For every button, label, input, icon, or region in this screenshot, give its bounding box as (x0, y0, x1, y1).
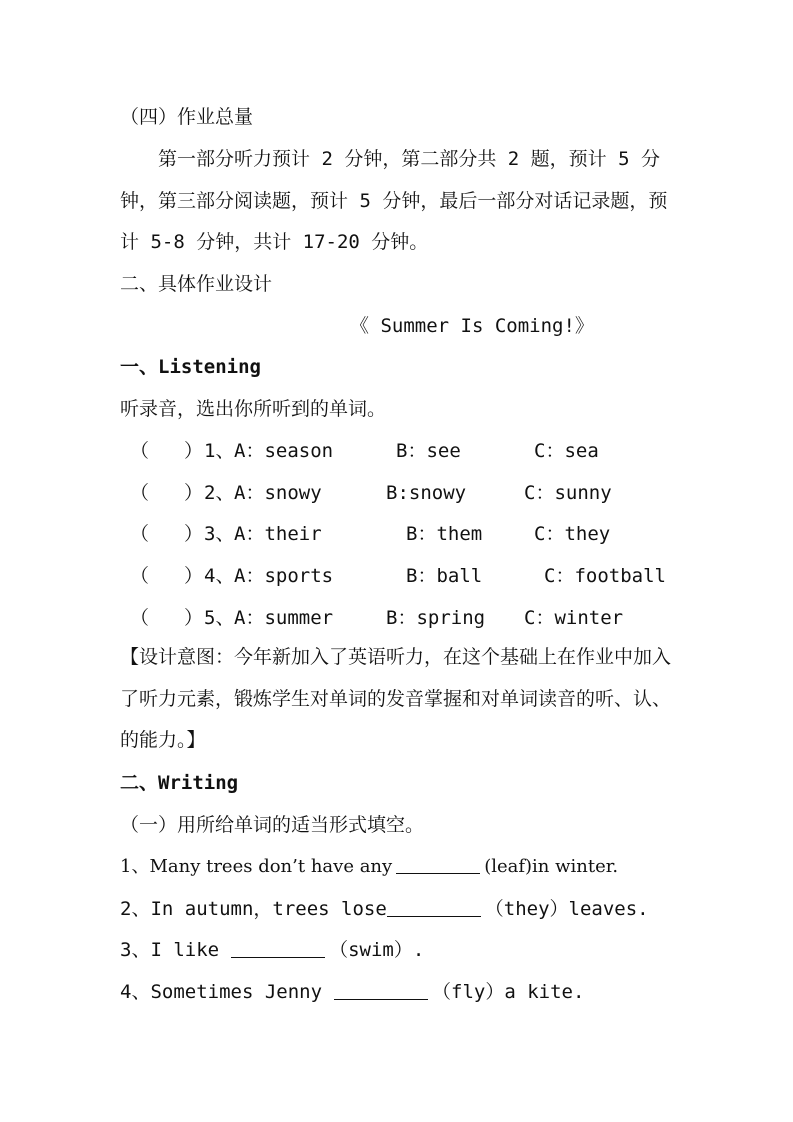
fill-blank-item-1 (120, 852, 675, 882)
item-text-after: （fly）a kite. (432, 981, 585, 1003)
item-text-before: 2、In autumn，trees lose (120, 898, 387, 920)
answer-blank[interactable] (334, 979, 428, 1000)
option-a: A：sports (234, 565, 334, 587)
option-c: C：sea (534, 440, 599, 462)
option-a: A：their (234, 523, 322, 545)
answer-paren-open: （ (130, 565, 150, 587)
option-b: B：see (396, 440, 461, 462)
question-number: 5、 (204, 607, 235, 629)
option-c: C：they (534, 523, 611, 545)
option-a: A：summer (234, 607, 334, 629)
answer-paren-open: （ (130, 523, 150, 545)
answer-paren-open: （ (130, 482, 150, 504)
item-text-before: 4、Sometimes Jenny (120, 981, 323, 1003)
question-number: 2、 (204, 482, 235, 504)
listening-heading: 一、Listening (120, 356, 261, 378)
item-text-before: 1、Many trees don’t have any (120, 856, 393, 877)
option-c: C：sunny (524, 482, 612, 504)
option-a: A：snowy (234, 482, 322, 504)
answer-paren-close: ） (184, 565, 204, 587)
answer-paren-open: （ (130, 440, 150, 462)
option-b: B：ball (406, 565, 483, 587)
answer-paren-close: ） (184, 482, 204, 504)
unit-title: 《 Summer Is Coming!》 (350, 315, 594, 337)
answer-paren-open: （ (130, 607, 150, 629)
fill-blank-item-2 (120, 894, 675, 924)
design-intent-note: 【设计意图：今年新加入了英语听力，在这个基础上在作业中加入了听力元素，锻炼学生对单词的发音掌握和对单词读音的听、认、的能力。】 (120, 646, 672, 752)
option-c: C：football (544, 565, 666, 587)
item-text-after: （swim）. (329, 939, 425, 961)
workload-paragraph: 第一部分听力预计 2 分钟，第二部分共 2 题，预计 5 分钟，第三部分阅读题，预计 5 分钟，最后一部分对话记录题，预计 5-8 分钟，共计 17-20 分钟。 (120, 148, 668, 254)
fill-blank-item-3 (120, 935, 675, 965)
answer-blank[interactable] (396, 853, 480, 874)
listening-instruction: 听录音，选出你所听到的单词。 (120, 398, 387, 420)
answer-blank[interactable] (231, 937, 325, 958)
section-four-heading: （四）作业总量 (120, 106, 254, 128)
question-number: 1、 (204, 440, 235, 462)
writing-heading: 二、Writing (120, 772, 239, 794)
answer-blank[interactable] (387, 896, 481, 917)
answer-paren-close: ） (184, 523, 204, 545)
option-a: A：season (234, 440, 334, 462)
item-text-before: 3、I like (120, 939, 220, 961)
item-text-after: （they）leaves. (484, 898, 649, 920)
option-c: C：winter (524, 607, 624, 629)
answer-paren-close: ） (184, 607, 204, 629)
writing-subheading: （一）用所给单词的适当形式填空。 (120, 814, 425, 836)
item-text-after: (leaf)in winter. (484, 856, 619, 877)
section-two-heading: 二、具体作业设计 (120, 273, 273, 295)
question-number: 3、 (204, 523, 235, 545)
question-number: 4、 (204, 565, 235, 587)
fill-blank-item-4 (120, 977, 675, 1007)
option-b: B：them (406, 523, 483, 545)
option-b: B：spring (386, 607, 486, 629)
answer-paren-close: ） (184, 440, 204, 462)
option-b: B:snowy (386, 482, 467, 504)
